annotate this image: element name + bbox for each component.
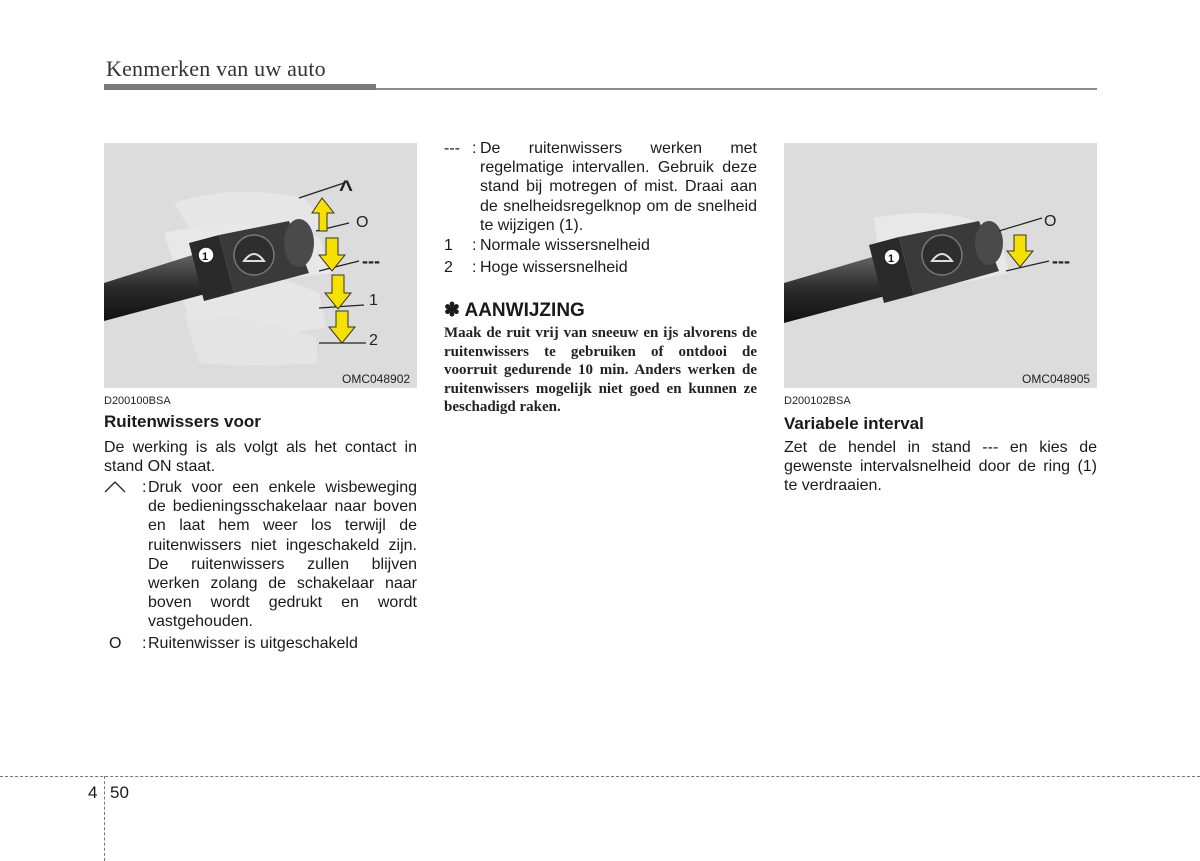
- page-number: 50: [110, 783, 129, 802]
- definition-text: Normale wissersnelheid: [480, 237, 650, 254]
- definition-text: Hoge wissersnelheid: [480, 259, 628, 276]
- footer-rule: [0, 776, 1200, 777]
- label-intermittent: ---: [362, 251, 380, 271]
- definition-symbol: 1: [444, 237, 453, 254]
- label-mist: ^: [339, 176, 354, 203]
- footer-divider: [104, 776, 105, 861]
- wiper-lever-illustration: [104, 143, 417, 388]
- definition-text: Druk voor een enkele wisbeweging de bedieningsschakelaar naar boven en laat hem weer los terwijl de ruitenwissers niet ingeschakeld zijn. De ruitenwissers zullen blijven werken zolang de schakelaar naar boven wordt gedrukt en wordt vastgehouden.: [148, 479, 417, 631]
- definition-symbol: O: [109, 635, 122, 652]
- arrow-down-icon: [329, 311, 355, 343]
- definition-text: Ruitenwisser is uitgeschakeld: [148, 635, 358, 652]
- definition-off: O : Ruitenwisser is uitgeschakeld: [104, 634, 417, 654]
- arrow-down-icon: [1007, 235, 1033, 267]
- note-text: Maak de ruit vrij van sneeuw en ijs alvorens de ruitenwissers te gebruiken of ontdooi de voorruit gedurende 10 min. Anders werken de ruitenwissers mogelijk niet goed en kunnen ze beschadigd raken.: [444, 325, 757, 416]
- figure-variable-interval: [784, 143, 1097, 388]
- page-header-title: Kenmerken van uw auto: [106, 56, 326, 81]
- header-rule-accent: [104, 84, 376, 90]
- definition-mist: : Druk voor een enkele wisbeweging de bedieningsschakelaar naar boven en laat hem weer los terwijl de ruitenwissers niet ingeschakeld zijn. De ruitenwissers zullen blijven werken zolang de schakelaar naar boven wordt gedrukt en wordt vastgehouden.: [104, 478, 417, 630]
- arrow-down-icon: [325, 275, 351, 309]
- definition-text: De ruitenwissers werken met regelmatige intervallen. Gebruik deze stand bij motregen of mist. Draai aan de snelheidsregelknop om de snelheid te wijzigen (1).: [480, 140, 757, 234]
- ring-label: 1: [202, 251, 209, 263]
- section-code: D200102BSA: [784, 395, 851, 407]
- label-off: O: [1044, 213, 1057, 230]
- ring-label: 1: [888, 253, 895, 265]
- definition-symbol: ---: [444, 140, 460, 157]
- definition-high-speed: 2 : Hoge wissersnelheid: [444, 258, 757, 278]
- chapter-number: 4: [88, 783, 98, 802]
- definition-intermittent: --- : De ruitenwissers werken met regelmatige intervallen. Gebruik deze stand bij motregen of mist. Draai aan de snelheidsregelknop om de snelheid te wijzigen (1).: [444, 140, 757, 234]
- section-code: D200100BSA: [104, 395, 171, 407]
- definition-normal-speed: 1 : Normale wissersnelheid: [444, 236, 757, 256]
- section-title-variable-interval: Variabele interval: [784, 414, 924, 433]
- variable-interval-text: Zet de hendel in stand --- en kies de gewenste intervalsnelheid door de ring (1) te verdraaien.: [784, 439, 1097, 494]
- section-title-front-wipers: Ruitenwissers voor: [104, 412, 261, 431]
- figure-code: OMC048905: [1022, 372, 1091, 386]
- label-low: 1: [369, 292, 378, 309]
- figure-code: OMC048902: [342, 372, 411, 386]
- note-title: ✽ AANWIJZING: [444, 300, 585, 321]
- label-off: O: [356, 214, 369, 231]
- caret-up-icon: [104, 480, 126, 499]
- wiper-lever-illustration: [784, 143, 1097, 388]
- definition-symbol: 2: [444, 259, 453, 276]
- figure-wiper-lever-front: [104, 143, 417, 388]
- label-intermittent: ---: [1052, 251, 1070, 271]
- label-high: 2: [369, 332, 378, 349]
- intro-text: De werking is als volgt als het contact in stand ON staat.: [104, 439, 417, 475]
